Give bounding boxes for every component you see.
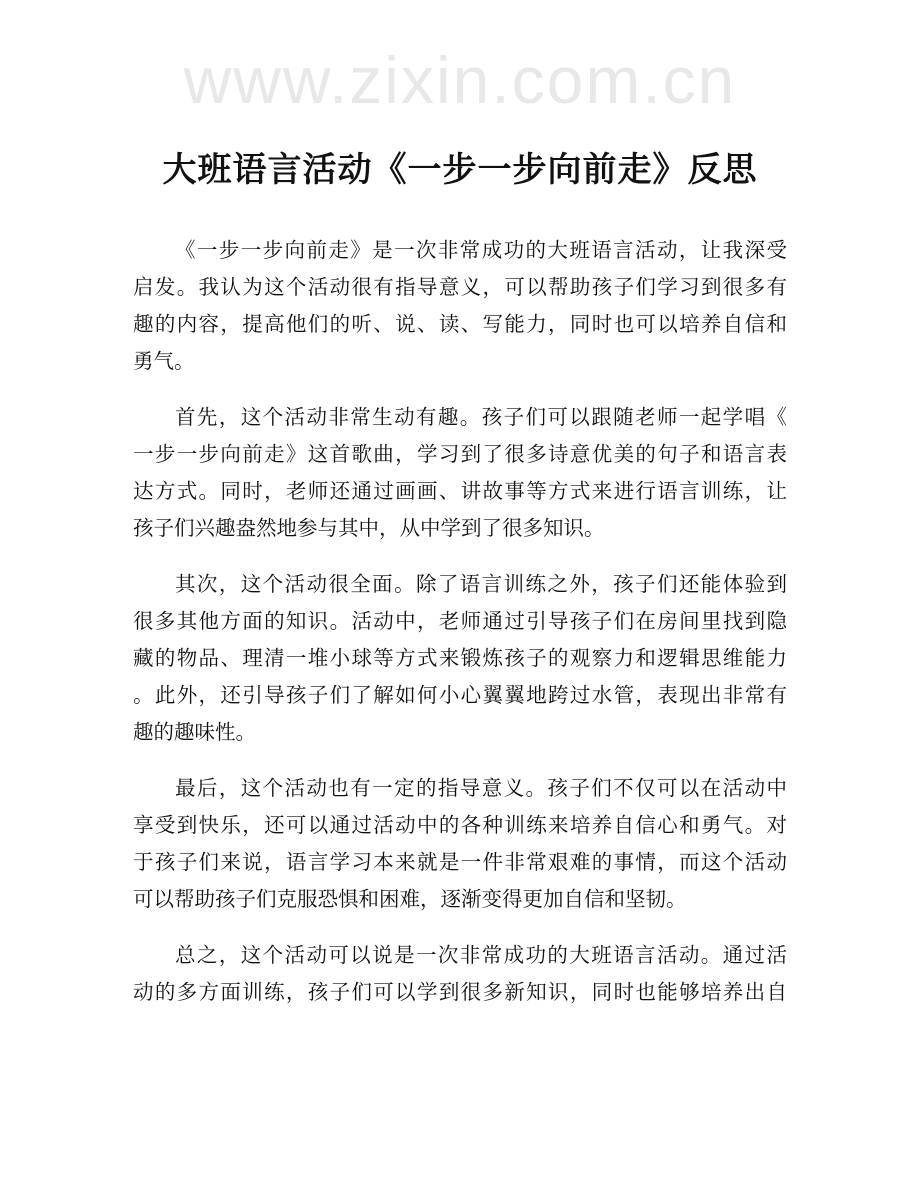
paragraph	[133, 937, 787, 1011]
paragraph-line: 可以帮助孩子们克服恐惧和困难，逐渐变得更加自信和坚韧。	[133, 887, 687, 911]
paragraph-line: 首先，这个活动非常生动有趣。孩子们可以跟随老师一起学唱《	[175, 405, 787, 429]
paragraph-line: 总之，这个活动可以说是一次非常成功的大班语言活动。通过活	[175, 943, 787, 967]
paragraph	[133, 566, 787, 751]
paragraph-line: 孩子们兴趣盎然地参与其中，从中学到了很多知识。	[133, 516, 605, 540]
paragraph-line: 。此外，还引导孩子们了解如何小心翼翼地跨过水管，表现出非常有	[133, 683, 787, 707]
paragraph-line: 其次，这个活动很全面。除了语言训练之外，孩子们还能体验到	[175, 572, 787, 596]
paragraph-line: 启发。我认为这个活动很有指导意义，可以帮助孩子们学习到很多有	[133, 275, 787, 299]
paragraph-line: 趣的内容，提高他们的听、说、读、写能力，同时也可以培养自信和	[133, 312, 787, 336]
paragraph-line: 最后，这个活动也有一定的指导意义。孩子们不仅可以在活动中	[175, 776, 787, 800]
paragraph	[133, 232, 787, 380]
paragraph	[133, 399, 787, 547]
paragraph-line: 于孩子们来说，语言学习本来就是一件非常艰难的事情，而这个活动	[133, 850, 787, 874]
paragraph-line: 藏的物品、理清一堆小球等方式来锻炼孩子的观察力和逻辑思维能力	[133, 646, 787, 670]
paragraph-line: 勇气。	[133, 349, 195, 373]
paragraph-line: 达方式。同时，老师还通过画画、讲故事等方式来进行语言训练，让	[133, 479, 787, 503]
paragraph-line: 很多其他方面的知识。活动中，老师通过引导孩子们在房间里找到隐	[133, 609, 787, 633]
paragraph-line: 动的多方面训练，孩子们可以学到很多新知识，同时也能够培养出自	[133, 980, 787, 1004]
paragraph-line: 享受到快乐，还可以通过活动中的各种训练来培养自信心和勇气。对	[133, 813, 787, 837]
document-title: 大班语言活动《一步一步向前走》反思	[162, 150, 758, 190]
paragraph-line: 趣的趣味性。	[133, 720, 256, 744]
watermark: www.zixin.com.cn	[183, 43, 737, 117]
paragraph-line: 《一步一步向前走》是一次非常成功的大班语言活动，让我深受	[175, 238, 787, 262]
paragraph	[133, 770, 787, 918]
document-body	[133, 232, 787, 1030]
paragraph-line: 一步一步向前走》这首歌曲，学习到了很多诗意优美的句子和语言表	[133, 442, 787, 466]
